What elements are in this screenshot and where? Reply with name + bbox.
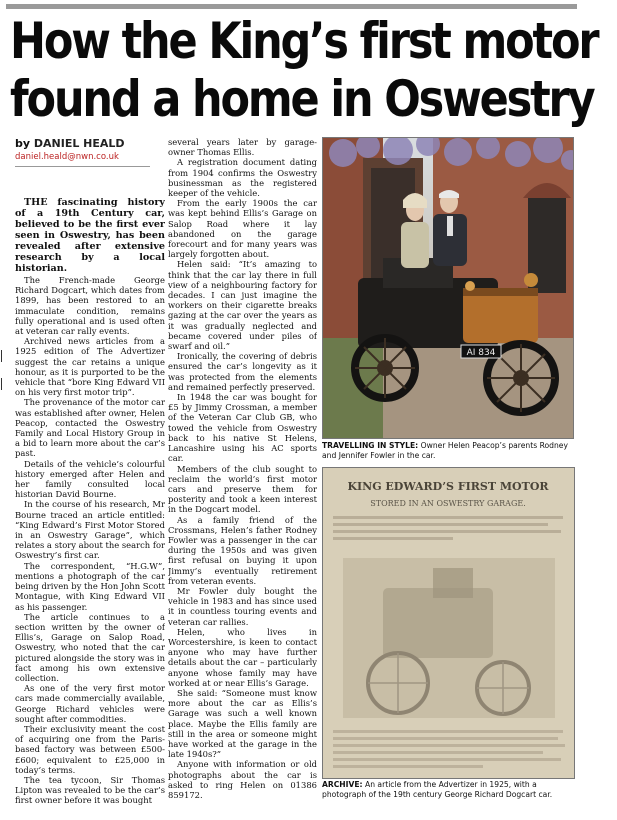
archive-clipping-illustration <box>323 468 574 778</box>
article-paragraph: The provenance of the motor car was established after owner, Helen Peacop, contacted the Oswestry Family and Local History Group in a bid to learn more about the car’s past. <box>15 397 165 459</box>
top-rule <box>6 4 577 9</box>
article-paragraph: several years later by garage-owner Thomas Ellis. <box>168 137 317 158</box>
article-paragraph: The French-made George Richard Dogcart, which dates from 1899, has been restored to an immaculate condition, remains fully operational and is used often at veteran car rally events. <box>15 275 165 337</box>
photo-caption-2 <box>322 780 580 800</box>
margin-mark <box>1 350 2 362</box>
article-paragraph: From the early 1900s the car was kept behind Ellis’s Garage on Salop Road where it lay abandoned on the garage forecourt and for many years was largely forgotten about. <box>168 198 317 260</box>
article-paragraph: Mr Fowler duly bought the vehicle in 1983 and has since used it in countless touring events and veteran car rallies. <box>168 585 317 627</box>
margin-mark <box>1 378 2 390</box>
article-paragraph: The tea tycoon, Sir Thomas Lipton was revealed to be the car’s first owner before it was bought <box>15 774 165 806</box>
article-paragraph: As a family friend of the Crossmans, Helen’s father Rodney Fowler was a passenger in the car during the 1950s and was given first refusal on buying it upon Jimmy’s eventually retirement from veteran events. <box>168 514 317 586</box>
car-photo-illustration <box>323 138 573 438</box>
caption-text: An article from the Advertizer in 1925, with a photograph of the 19th century George Richard Dogcart car. <box>322 780 553 799</box>
article-column-1 <box>15 197 165 817</box>
article-paragraph: Members of the club sought to reclaim the world’s first motor cars and preserve them for posterity and took a keen interest in the Dogcart model. <box>168 463 317 515</box>
article-paragraph: Helen, who lives in Worcestershire, is keen to contact anyone who may have further details about the car – particularly anyone whose family may have worked at or near Ellis’s Garage. <box>168 626 317 688</box>
author-email[interactable]: daniel.heald@nwn.co.uk <box>15 152 119 162</box>
article-paragraph: Their exclusivity meant the cost of acquiring one from the Paris-based factory was between £500-£600; equivalent to £25,000 in today’s terms. <box>15 723 165 775</box>
caption-text: Owner Helen Peacop’s parents Rodney and Jennifer Fowler in the car. <box>322 441 568 460</box>
article-paragraph: Details of the vehicle’s colourful history emerged after Helen and her family consulted local historian David Bourne. <box>15 458 165 500</box>
byline-rule <box>15 166 150 167</box>
article-paragraph: Anyone with information or old photographs about the car is asked to ring Helen on 01386 859172. <box>168 759 317 800</box>
article-paragraph: A registration document dating from 1904 confirms the Oswestry businessman as the registered keeper of the vehicle. <box>168 157 317 199</box>
clipping-subtitle: STORED IN AN OSWESTRY GARAGE. <box>370 499 526 508</box>
article-paragraph: The article continues to a section written by the owner of Ellis’s, Garage on Salop Road, Oswestry, who noted that the car pictured alongside the story was in fact among his own extensive collection. <box>15 611 165 683</box>
caption-lead: ARCHIVE: <box>322 780 363 789</box>
headline <box>10 12 598 128</box>
caption-lead: TRAVELLING IN STYLE: <box>322 441 419 450</box>
clipping-title: KING EDWARD’S FIRST MOTOR <box>347 480 549 493</box>
article-paragraph: The correspondent, “H.G.W”, mentions a photograph of the car being driven by the Hon John Scott Montague, with King Edward VII as his passenger. <box>15 560 165 612</box>
archive-clipping <box>322 467 575 779</box>
article-paragraph: In the course of his research, Mr Bourne traced an article entitled: “King Edward’s First Motor Stored in an Oswestry Garage”, which relates a story about the search for Oswestry’s first car. <box>15 499 165 561</box>
intro-paragraph: THE fascinating history of a 19th Century car, believed to be the first ever seen in Oswestry, has been revealed after extensive research by a local historian. <box>15 197 165 274</box>
article-paragraph: Ironically, the covering of debris ensured the car’s longevity as it was protected from the elements and remained perfectly preserved. <box>168 351 317 392</box>
number-plate: AI 834 <box>466 348 496 358</box>
photo-caption-1 <box>322 441 577 461</box>
article-paragraph: As one of the very first motor cars made commercially available, George Richard vehicles were sought after commodities. <box>15 683 165 724</box>
article-paragraph: She said: “Someone must know more about the car as Ellis’s Garage was such a well known place. Maybe the Ellis family are still in the area or someone might have worked at the garage in the late 1940s?” <box>168 687 317 760</box>
headline-line-1: How the King’s first motor <box>10 12 598 70</box>
car-photo <box>322 137 574 439</box>
byline-author: DANIEL HEALD <box>33 137 125 150</box>
article-paragraph: In 1948 the car was bought for £5 by Jimmy Crossman, a member of the Veteran Car Club GB, who towed the vehicle from Oswestry back to his native St Helens, Lancashire using his AC sports car. <box>168 392 317 464</box>
headline-line-2: found a home in Oswestry <box>10 70 594 128</box>
byline <box>15 137 125 150</box>
article-paragraph: Archived news articles from a 1925 edition of The Advertizer suggest the car retains a unique honour, as it is purported to be the vehicle that “bore King Edward VII on his very first motor trip”. <box>15 336 165 398</box>
byline-prefix: by <box>15 137 31 150</box>
article-paragraph: Helen said: “It’s amazing to think that the car lay there in full view of a neighbouring factory for decades. I can just imagine the workers on their cigarette breaks gazing at the car over the years as it was gradually neglected and became covered under piles of swarf and oil.” <box>168 259 317 352</box>
article-column-2 <box>168 137 317 817</box>
